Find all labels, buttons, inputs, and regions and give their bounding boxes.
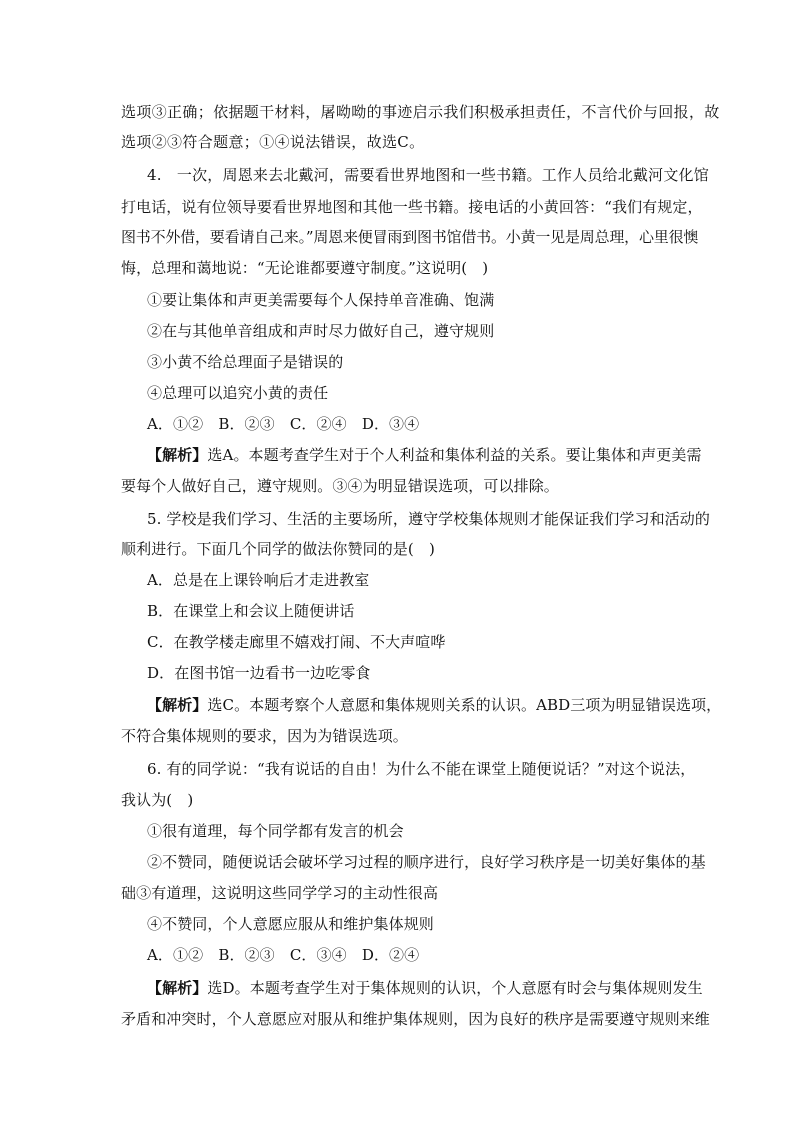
question-5-stem: 顺利进行。下面几个同学的做法你赞同的是( ) — [121, 540, 435, 558]
option-line: ④不赞同，个人意愿应服从和维护集体规则 — [147, 915, 434, 933]
analysis-line — [147, 444, 702, 466]
question-6-stem: 我认为( ) — [121, 791, 194, 809]
analysis-label: 【解析】 — [147, 696, 208, 714]
question-5-stem: 5. 学校是我们学习、生活的主要场所，遵守学校集体规则才能保证我们学习和活动的 — [147, 510, 710, 528]
analysis-text: 选A。本题考查学生对于个人利益和集体利益的关系。要让集体和声更美需 — [207, 446, 702, 464]
question-4-stem: 4. 一次，周恩来去北戴河，需要看世界地图和一些书籍。工作人员给北戴河文化馆 — [147, 166, 709, 184]
option-line: ②在与其他单音组成和声时尽力做好自己，遵守规则 — [147, 322, 495, 340]
analysis-text: 选D。本题考查学生对于集体规则的认识，个人意愿有时会与集体规则发生 — [207, 979, 703, 997]
answer-choices: A．①② B．②③ C．②④ D．③④ — [147, 415, 420, 433]
analysis-text: 选C。本题考察个人意愿和集体规则关系的认识。ABD三项为明显错误选项， — [207, 696, 722, 714]
question-4-stem: 图书不外借，要看请自己来。”周恩来便冒雨到图书馆借书。小黄一见是周总理，心里很懊 — [121, 228, 699, 246]
option-line: 础③有道理，这说明这些同学学习的主动性很高 — [121, 884, 439, 902]
analysis-label: 【解析】 — [147, 446, 208, 464]
analysis-label: 【解析】 — [147, 979, 208, 997]
analysis-line: 不符合集体规则的要求，因为为错误选项。 — [121, 727, 408, 745]
analysis-line — [147, 694, 722, 716]
analysis-line — [147, 977, 703, 999]
question-6-stem: 6. 有的同学说：“我有说话的自由！为什么不能在课堂上随便说话？”对这个说法， — [147, 760, 696, 778]
question-4-stem: 悔，总理和蔼地说：“无论谁都要遵守制度。”这说明( ) — [121, 259, 489, 277]
option-line: ①很有道理，每个同学都有发言的机会 — [147, 822, 404, 840]
text-line: 选项③正确；依据题干材料，屠呦呦的事迹启示我们积极承担责任，不言代价与回报，故 — [121, 103, 720, 121]
option-line: ③小黄不给总理面子是错误的 — [147, 353, 344, 371]
option-line: ④总理可以追究小黄的责任 — [147, 384, 329, 402]
analysis-line: 矛盾和冲突时，个人意愿应对服从和维护集体规则，因为良好的秩序是需要遵守规则来维 — [121, 1010, 710, 1028]
option-line: B．在课堂上和会议上随便讲话 — [147, 602, 355, 620]
option-line: D．在图书馆一边看书一边吃零食 — [147, 664, 371, 682]
text-line: 选项②③符合题意；①④说法错误，故选C。 — [121, 133, 425, 151]
option-line: A．总是在上课铃响后才走进教室 — [147, 571, 370, 589]
option-line: ①要让集体和声更美需要每个人保持单音准确、饱满 — [147, 291, 495, 309]
question-4-stem: 打电话，说有位领导要看世界地图和其他一些书籍。接电话的小黄回答：“我们有规定， — [121, 198, 703, 216]
analysis-line: 要每个人做好自己，遵守规则。③④为明显错误选项，可以排除。 — [121, 477, 559, 495]
option-line: C．在教学楼走廊里不嬉戏打闹、不大声喧哗 — [147, 633, 446, 651]
answer-choices: A．①② B．②③ C．③④ D．②④ — [147, 946, 420, 964]
option-line: ②不赞同，随便说话会破坏学习过程的顺序进行，良好学习秩序是一切美好集体的基 — [147, 853, 706, 871]
